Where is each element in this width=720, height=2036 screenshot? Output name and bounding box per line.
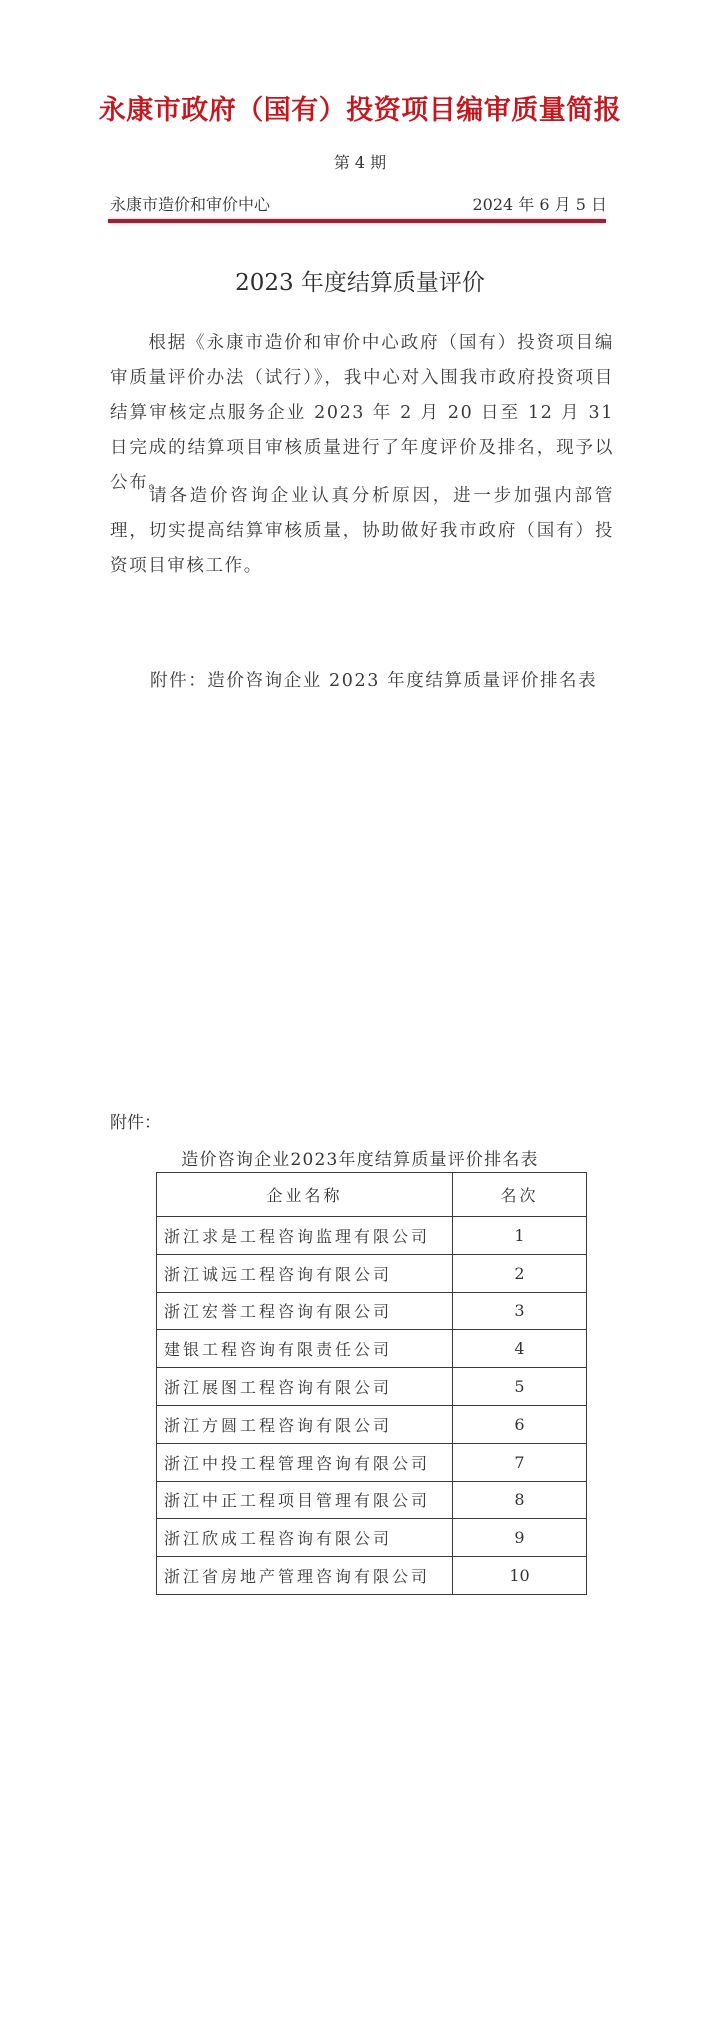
rank-value: 6 (453, 1405, 587, 1443)
masthead-divider (108, 219, 606, 223)
table-row (157, 1330, 587, 1368)
attachment-note: 附件：造价咨询企业 2023 年度结算质量评价排名表 (150, 671, 598, 691)
column-header-rank: 名次 (453, 1173, 587, 1217)
column-header-company: 企业名称 (157, 1173, 453, 1217)
table-row (157, 1368, 587, 1406)
table-row (157, 1481, 587, 1519)
rank-value: 3 (453, 1292, 587, 1330)
table-row (157, 1405, 587, 1443)
ranking-table (156, 1172, 587, 1595)
rank-value: 8 (453, 1481, 587, 1519)
rank-value: 1 (453, 1217, 587, 1255)
rank-value: 9 (453, 1519, 587, 1557)
issuer-name: 永康市造价和审价中心 (110, 195, 271, 214)
paragraph-1 (110, 326, 614, 501)
issue-date: 2024 年 6 月 5 日 (472, 195, 607, 214)
table-header-row (157, 1173, 587, 1217)
table-row (157, 1292, 587, 1330)
company-name: 浙江中正工程项目管理有限公司 (157, 1481, 453, 1519)
rank-value: 5 (453, 1368, 587, 1406)
table-row (157, 1519, 587, 1557)
table-row (157, 1217, 587, 1255)
ranking-table-title: 造价咨询企业2023年度结算质量评价排名表 (181, 1150, 539, 1170)
table-row (157, 1254, 587, 1292)
table-row (157, 1443, 587, 1481)
rank-value: 10 (453, 1557, 587, 1595)
document-heading: 2023 年度结算质量评价 (235, 270, 485, 296)
company-name: 浙江欣成工程咨询有限公司 (157, 1519, 453, 1557)
paragraph-2 (110, 479, 614, 584)
attachment-label: 附件： (110, 1113, 161, 1133)
company-name: 浙江求是工程咨询监理有限公司 (157, 1217, 453, 1255)
table-row (157, 1557, 587, 1595)
company-name: 浙江中投工程管理咨询有限公司 (157, 1443, 453, 1481)
paragraph-1-text: 根据《永康市造价和审价中心政府（国有）投资项目编审质量评价办法（试行）》，我中心对入围我市政府投资项目结算审核定点服务企业 2023 年 2 月 20 日至 12 月 31 日完成的结算项目审核质量进行了年度评价及排名，现予以公布。 (110, 333, 614, 493)
company-name: 浙江诚远工程咨询有限公司 (157, 1254, 453, 1292)
company-name: 浙江展图工程咨询有限公司 (157, 1368, 453, 1406)
rank-value: 4 (453, 1330, 587, 1368)
company-name: 浙江省房地产管理咨询有限公司 (157, 1557, 453, 1595)
bulletin-title: 永康市政府（国有）投资项目编审质量简报 (98, 95, 622, 126)
company-name: 浙江方圆工程咨询有限公司 (157, 1405, 453, 1443)
rank-value: 7 (453, 1443, 587, 1481)
company-name: 建银工程咨询有限责任公司 (157, 1330, 453, 1368)
paragraph-2-text: 请各造价咨询企业认真分析原因，进一步加强内部管理，切实提高结算审核质量，协助做好我市政府（国有）投资项目审核工作。 (110, 486, 614, 576)
issue-number: 第 4 期 (333, 153, 387, 172)
rank-value: 2 (453, 1254, 587, 1292)
company-name: 浙江宏誉工程咨询有限公司 (157, 1292, 453, 1330)
